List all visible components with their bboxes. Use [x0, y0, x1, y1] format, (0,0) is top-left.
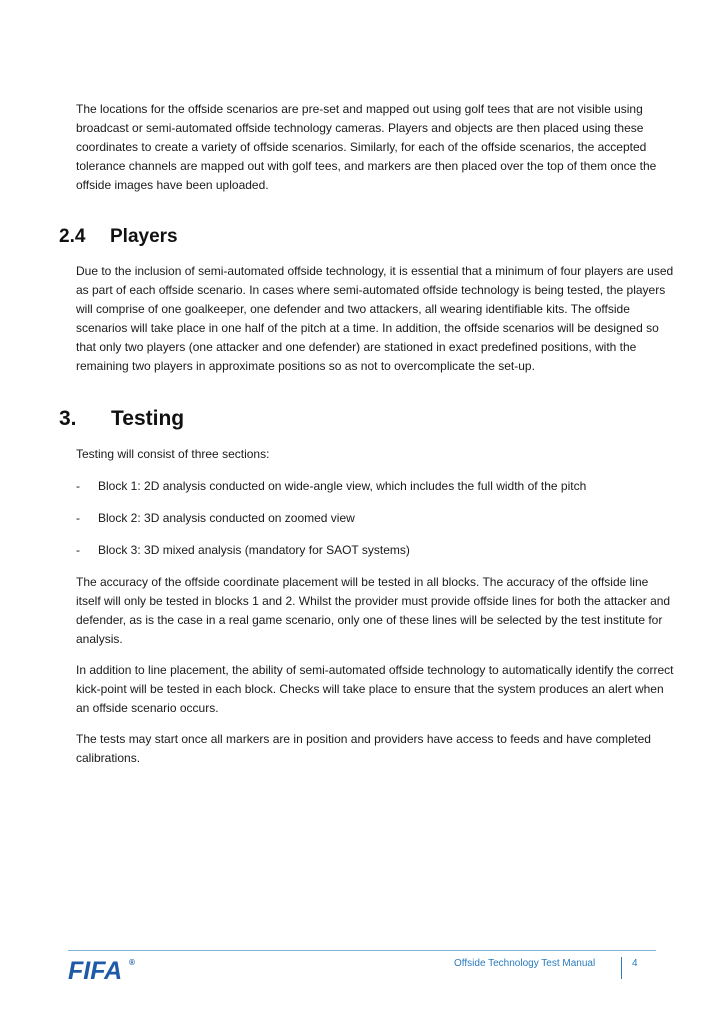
logo-wordmark: FIFA	[68, 957, 123, 984]
section-title: Players	[110, 226, 178, 247]
testing-intro: Testing will consist of three sections:	[76, 447, 270, 461]
intro-paragraph: The locations for the offside scenarios are pre-set and mapped out using golf tees that are not visible using broadcast or semi-automated offside technology cameras. Players and objects are then placed using these coordinates to create a variety of offside scenarios. Similarly, for each of the offside scenarios, the accepted tolerance channels are mapped out with golf tees, and markers are then placed over the top of them once the offside images have been uploaded.	[76, 102, 657, 192]
logo-registered-mark: ®	[129, 958, 135, 967]
section-number: 2.4	[59, 226, 86, 247]
list-item	[76, 509, 676, 528]
testing-paragraph-kick-point: In addition to line placement, the ability of semi-automated offside technology to automatically identify the correct kick-point will be tested in each block. Checks will take place to ensure that the system produces an alert when an offside scenario occurs.	[76, 663, 674, 715]
list-dash: -	[76, 511, 80, 525]
list-item-text: Block 2: 3D analysis conducted on zoomed view	[98, 511, 355, 525]
footer-separator	[621, 957, 622, 979]
section-number: 3.	[59, 407, 77, 430]
testing-blocks-list	[76, 477, 676, 560]
list-item	[76, 477, 676, 496]
list-dash: -	[76, 479, 80, 493]
page-content	[59, 100, 676, 780]
list-item-text: Block 1: 2D analysis conducted on wide-angle view, which includes the full width of the pitch	[98, 479, 587, 493]
list-item	[76, 541, 676, 560]
list-item-text: Block 3: 3D mixed analysis (mandatory for SAOT systems)	[98, 543, 410, 557]
footer-divider	[68, 950, 656, 951]
page-number: 4	[632, 958, 638, 969]
section-title: Testing	[111, 407, 185, 430]
section-heading-testing	[59, 407, 676, 431]
list-dash: -	[76, 543, 80, 557]
fifa-logo	[68, 954, 138, 984]
footer-document-title: Offside Technology Test Manual	[454, 958, 596, 969]
section-heading-players	[59, 226, 676, 248]
testing-paragraph-accuracy: The accuracy of the offside coordinate placement will be tested in all blocks. The accuracy of the offside line itself will only be tested in blocks 1 and 2. Whilst the provider must provide offside lines for both the attacker and defender, as is the case in a real game scenario, only one of these lines will be selected by the test institute for analysis.	[76, 575, 671, 646]
players-paragraph: Due to the inclusion of semi-automated offside technology, it is essential that a minimum of four players are used as part of each offside scenario. In cases where semi-automated offside technology is being tested, the players will comprise of one goalkeeper, one defender and two attackers, all wearing identifiable kits. The offside scenarios will take place in one half of the pitch at a time. In addition, the offside scenarios will be designed so that only two players (one attacker and one defender) are stationed in exact predefined positions, with the remaining two players in approximate positions so as not to overcomplicate the set-up.	[76, 264, 674, 373]
testing-paragraph-start: The tests may start once all markers are in position and providers have access to feeds and have completed calibrations.	[76, 732, 651, 765]
